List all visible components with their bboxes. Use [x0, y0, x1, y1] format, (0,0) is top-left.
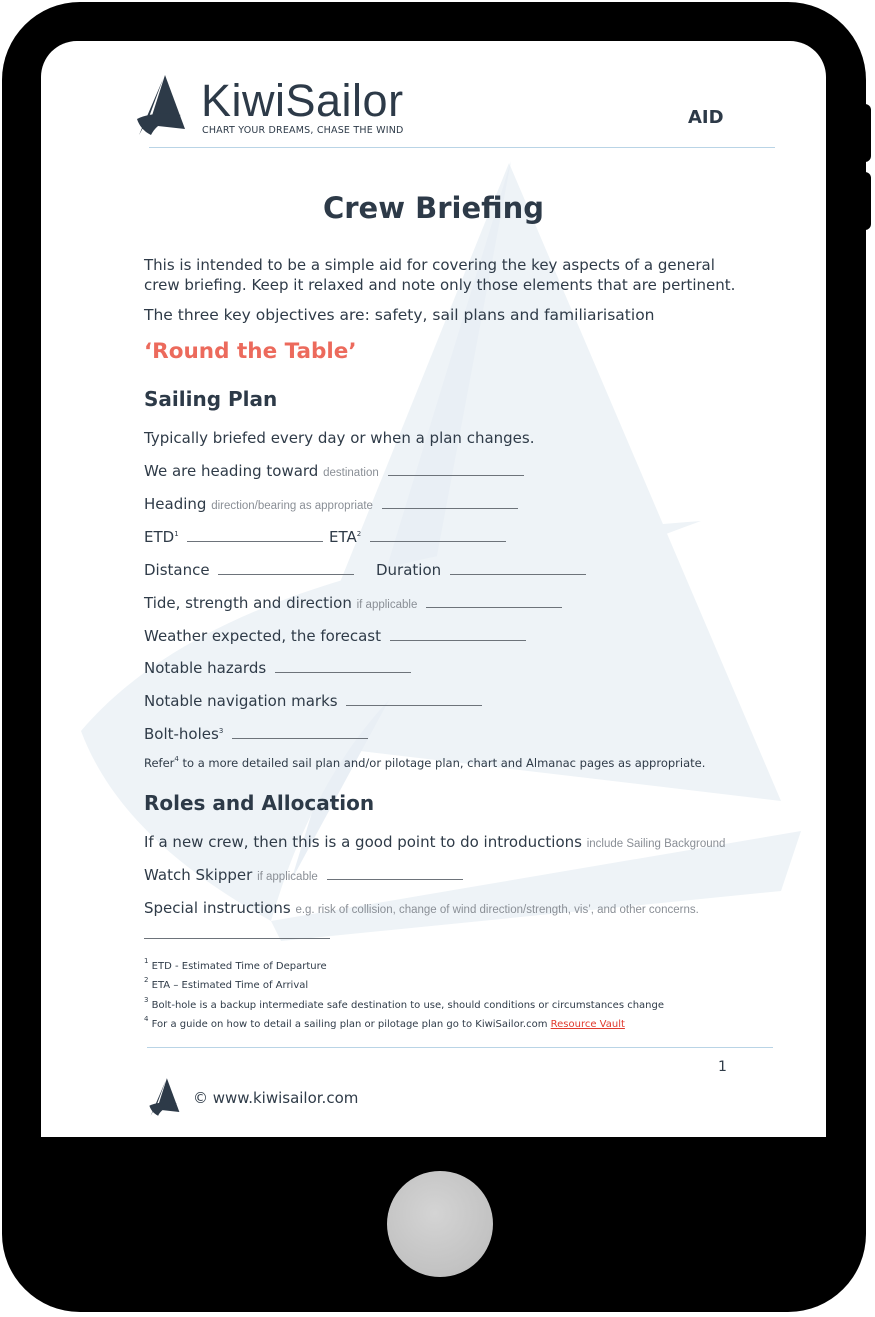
footnote-3-text: Bolt-hole is a backup intermediate safe destination to use, should conditions or circumstances change: [151, 1000, 665, 1011]
heading-toward-row: [144, 462, 524, 480]
bolt-holes-label: Bolt-holes: [144, 725, 219, 743]
weather-label: Weather expected, the forecast: [144, 627, 381, 645]
intro-paragraph: This is intended to be a simple aid for covering the key aspects of a general crew briefing. Keep it relaxed and note only those elements that are pertinent.: [144, 256, 736, 294]
watch-skipper-label: Watch Skipper: [144, 866, 253, 884]
destination-field[interactable]: [388, 474, 524, 476]
watch-skipper-field[interactable]: [327, 878, 463, 880]
round-the-table-heading: ‘Round the Table’: [144, 339, 357, 364]
bolt-holes-row: [144, 725, 368, 743]
brand-name: KiwiSailor: [201, 75, 404, 126]
duration-row: [376, 561, 586, 579]
bolt-holes-footnote-ref: 3: [218, 727, 224, 735]
volume-up-button[interactable]: [863, 104, 871, 162]
etd-footnote-ref: 1: [174, 530, 179, 538]
weather-field[interactable]: [390, 639, 526, 641]
volume-down-button[interactable]: [863, 172, 871, 230]
footnote-1-text: ETD - Estimated Time of Departure: [151, 961, 327, 972]
objectives-text: The three key objectives are: safety, sail plans and familiarisation: [144, 306, 655, 324]
duration-field[interactable]: [450, 573, 586, 575]
etd-field[interactable]: [187, 540, 323, 542]
hazards-label: Notable hazards: [144, 659, 267, 677]
sailboat-icon: [135, 73, 189, 137]
footnote-1: [144, 957, 327, 972]
footnote-3-number: 3: [144, 996, 149, 1004]
footnote-2-number: 2: [144, 976, 149, 984]
tide-label: Tide, strength and direction: [144, 594, 352, 612]
special-instructions-hint: e.g. risk of collision, change of wind direction/strength, vis’, and other concerns.: [295, 904, 699, 916]
nav-marks-row: [144, 692, 482, 710]
watch-skipper-hint: if applicable: [257, 871, 318, 883]
header-divider: [149, 147, 775, 148]
sailing-plan-heading: Sailing Plan: [144, 387, 278, 411]
hazards-row: [144, 659, 411, 677]
duration-label: Duration: [376, 561, 442, 579]
refer-text: to a more detailed sail plan and/or pilotage plan, chart and Almanac pages as appropriate.: [178, 756, 706, 770]
eta-footnote-ref: 2: [356, 530, 362, 538]
special-instructions-row: [144, 899, 699, 917]
footnote-separator: [144, 938, 330, 939]
nav-marks-field[interactable]: [346, 704, 482, 706]
heading-label: Heading: [144, 495, 207, 513]
brand-tagline: CHART YOUR DREAMS, CHASE THE WIND: [202, 125, 404, 136]
footnote-4: [144, 1015, 625, 1030]
new-crew-hint: include Sailing Background: [586, 838, 726, 850]
footer-website: © www.kiwisailor.com: [193, 1089, 359, 1107]
footer-divider: [147, 1047, 773, 1048]
distance-row: [144, 561, 354, 579]
eta-label: ETA: [329, 528, 357, 546]
sailing-plan-intro: Typically briefed every day or when a plan changes.: [144, 429, 535, 447]
special-instructions-label: Special instructions: [144, 899, 291, 917]
distance-field[interactable]: [218, 573, 354, 575]
heading-row: [144, 495, 518, 513]
refer-note: [144, 756, 705, 770]
home-button[interactable]: [387, 1171, 493, 1277]
heading-hint: direction/bearing as appropriate: [211, 500, 373, 512]
heading-toward-label: We are heading toward: [144, 462, 319, 480]
bolt-holes-field[interactable]: [232, 737, 368, 739]
footer-sailboat-icon: [148, 1077, 182, 1117]
footnote-2: [144, 976, 309, 991]
etd-row: [144, 528, 323, 546]
heading-toward-hint: destination: [323, 467, 379, 479]
page-number: 1: [718, 1059, 727, 1075]
tide-hint: if applicable: [356, 599, 418, 611]
footnote-1-number: 1: [144, 957, 149, 965]
eta-field[interactable]: [370, 540, 506, 542]
nav-marks-label: Notable navigation marks: [144, 692, 338, 710]
footnote-4-number: 4: [144, 1015, 149, 1023]
etd-label: ETD: [144, 528, 175, 546]
weather-row: [144, 627, 526, 645]
eta-row: [329, 528, 506, 546]
roles-heading: Roles and Allocation: [144, 791, 375, 815]
distance-label: Distance: [144, 561, 210, 579]
footnote-4-text: For a guide on how to detail a sailing plan or pilotage plan go to KiwiSailor.com: [151, 1019, 551, 1030]
hazards-field[interactable]: [275, 671, 411, 673]
document-type-label: AID: [688, 107, 724, 128]
new-crew-label: If a new crew, then this is a good point to do introductions: [144, 833, 582, 851]
tide-row: [144, 594, 562, 612]
new-crew-row: [144, 833, 725, 851]
resource-vault-link[interactable]: Resource Vault: [550, 1019, 625, 1030]
tablet-screen: [41, 41, 826, 1137]
heading-field[interactable]: [382, 507, 518, 509]
tide-field[interactable]: [426, 606, 562, 608]
refer-word: Refer: [144, 756, 175, 770]
footnote-2-text: ETA – Estimated Time of Arrival: [151, 980, 309, 991]
page-title: Crew Briefing: [322, 191, 545, 225]
refer-footnote-ref: 4: [174, 755, 179, 763]
watch-skipper-row: [144, 866, 463, 884]
footnote-3: [144, 996, 665, 1011]
